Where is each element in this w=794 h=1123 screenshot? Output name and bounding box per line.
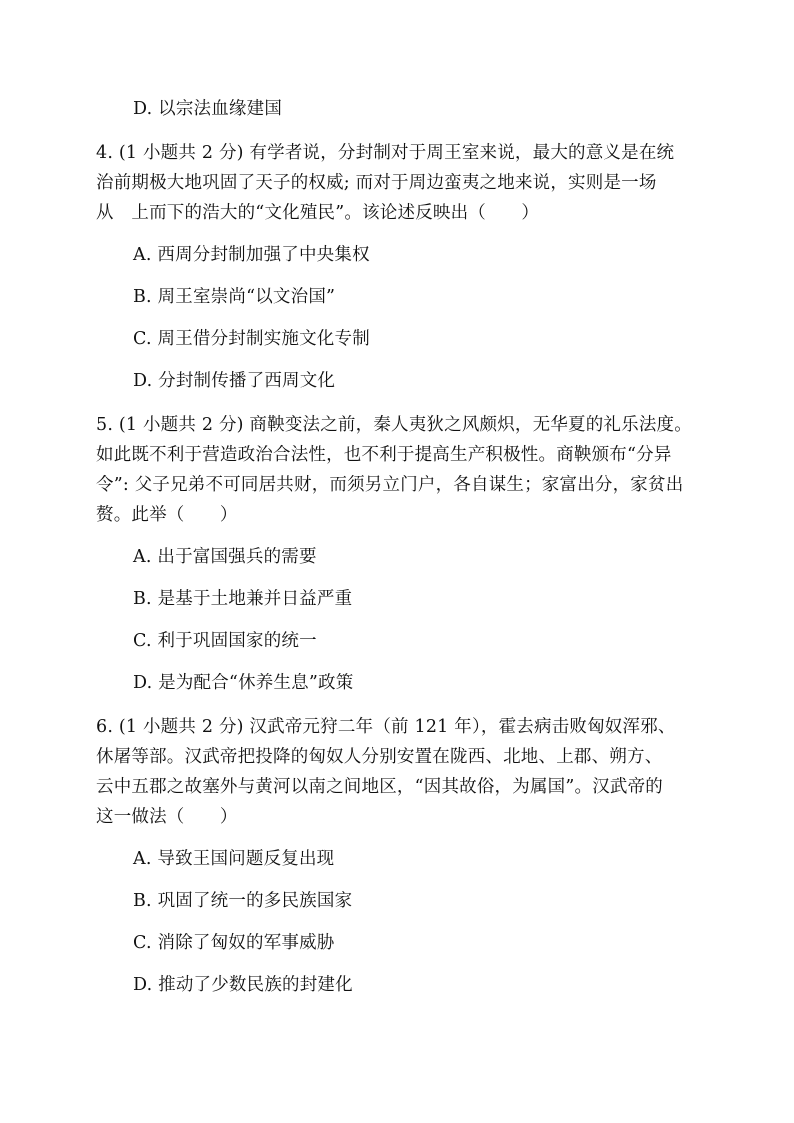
q6-option-b: B. 巩固了统一的多民族国家 (133, 891, 353, 911)
q4-stem-line: 从 上而下的浩大的“文化殖民”。该论述反映出（ ） (96, 203, 540, 223)
q4-stem-line: 治前期极大地巩固了天子的权威; 而对于周边蛮夷之地来说，实则是一场 (96, 173, 657, 193)
q6-option-c: C. 消除了匈奴的军事威胁 (133, 933, 335, 953)
q5-stem-line: 5. (1 小题共 2 分) 商鞅变法之前，秦人夷狄之风颇炽，无华夏的礼乐法度。 (96, 415, 692, 435)
q5-option-d: D. 是为配合“休养生息”政策 (133, 673, 354, 693)
q4-option-d: D. 分封制传播了西周文化 (133, 371, 336, 391)
q5-stem-line: 令”: 父子兄弟不可同居共财，而须另立门户，各自谋生；家富出分，家贫出 (96, 475, 684, 495)
q3-option-d: D. 以宗法血缘建国 (133, 99, 283, 119)
q5-stem-line: 赘。此举（ ） (96, 505, 238, 525)
q5-option-c: C. 利于巩固国家的统一 (133, 631, 317, 651)
q5-stem-line: 如此既不利于营造政治合法性，也不利于提高生产积极性。商鞅颁布“分异 (96, 445, 672, 465)
q4-option-a: A. 西周分封制加强了中央集权 (133, 245, 370, 265)
q6-option-d: D. 推动了少数民族的封建化 (133, 975, 353, 995)
q6-stem (96, 715, 698, 829)
q6-stem-line: 这一做法（ ） (96, 807, 238, 827)
q4-stem-line: 4. (1 小题共 2 分) 有学者说，分封制对于周王室来说，最大的意义是在统 (96, 143, 675, 163)
q4-option-c: C. 周王借分封制实施文化专制 (133, 329, 370, 349)
q6-option-a: A. 导致王国问题反复出现 (133, 849, 335, 869)
q4-stem (96, 141, 698, 225)
q6-stem-line: 休屠等部。汉武帝把投降的匈奴人分别安置在陇西、北地、上郡、朔方、 (96, 747, 663, 767)
q4-option-b: B. 周王室崇尚“以文治国” (133, 287, 336, 307)
q5-stem (96, 413, 698, 527)
q5-option-b: B. 是基于土地兼并日益严重 (133, 589, 353, 609)
q6-stem-line: 云中五郡之故塞外与黄河以南之间地区，“因其故俗，为属国”。汉武帝的 (96, 777, 663, 797)
q5-option-a: A. 出于富国强兵的需要 (133, 547, 317, 567)
q6-stem-line: 6. (1 小题共 2 分) 汉武帝元狩二年（前 121 年），霍去病击败匈奴浑邪、 (96, 717, 676, 737)
